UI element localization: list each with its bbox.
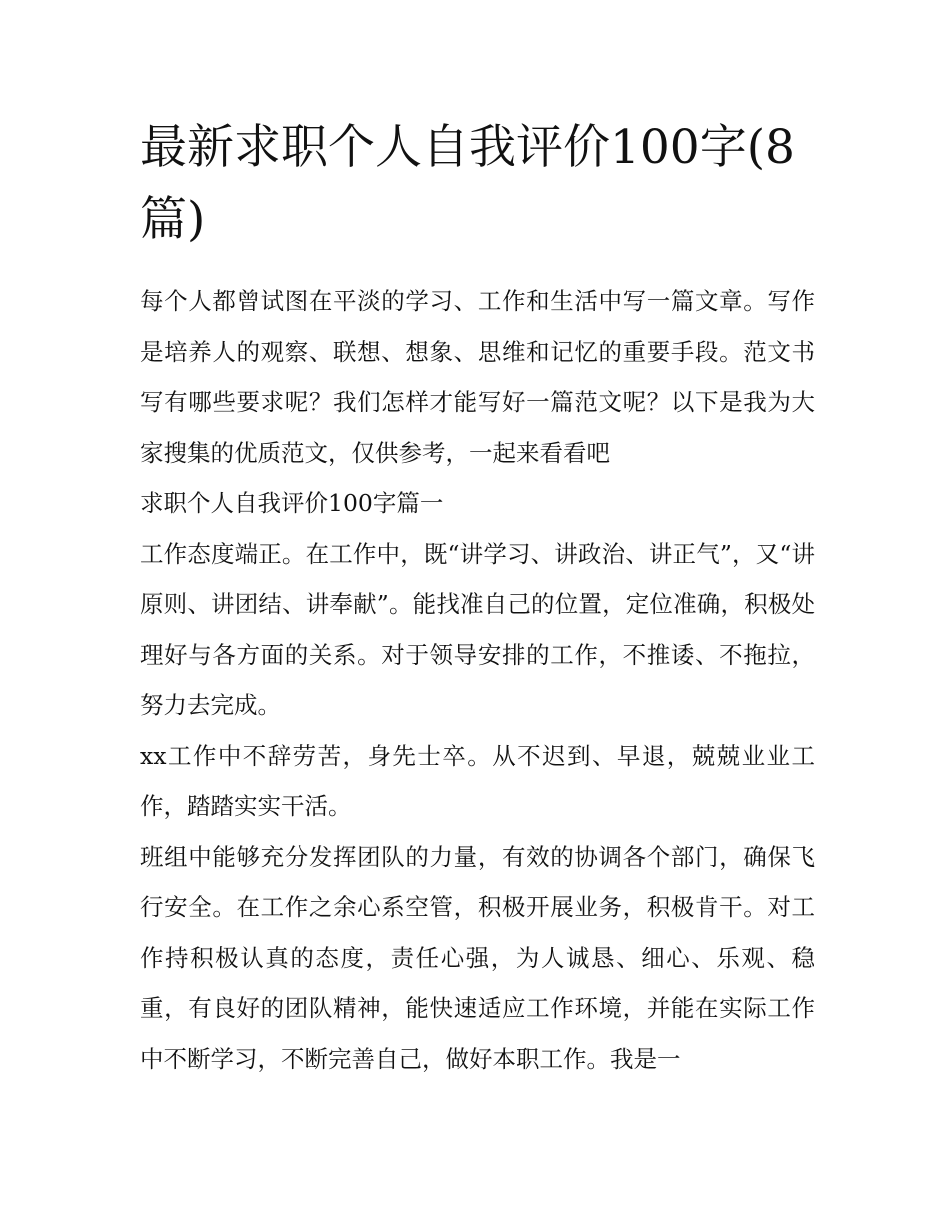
document-body bbox=[140, 276, 815, 1084]
section-heading: 求职个人自我评价100字篇一 bbox=[140, 489, 444, 517]
intro-paragraph: 每个人都曾试图在平淡的学习、工作和生活中写一篇文章。写作是培养人的观察、联想、想象、思维和记忆的重要手段。范文书写有哪些要求呢？我们怎样才能写好一篇范文呢？以下是我为大家搜集的优质范文，仅供参考，一起来看看吧 bbox=[140, 287, 815, 467]
body-paragraph-3: 班组中能够充分发挥团队的力量，有效的协调各个部门，确保飞行安全。在工作之余心系空管，积极开展业务，积极肯干。对工作持积极认真的态度，责任心强，为人诚恳、细心、乐观、稳重，有良好的团队精神，能快速适应工作环境，并能在实际工作中不断学习，不断完善自己，做好本职工作。我是一 bbox=[140, 842, 815, 1073]
document-title: 最新求职个人自我评价100字(8篇) bbox=[140, 120, 795, 247]
body-paragraph-2: xx工作中不辞劳苦，身先士卒。从不迟到、早退，兢兢业业工作，踏踏实实干活。 bbox=[140, 741, 815, 820]
body-paragraph-1: 工作态度端正。在工作中，既“讲学习、讲政治、讲正气”，又“讲原则、讲团结、讲奉献”。能找准自己的位置，定位准确，积极处理好与各方面的关系。对于领导安排的工作，不推诿、不拖拉，努力去完成。 bbox=[140, 539, 815, 719]
